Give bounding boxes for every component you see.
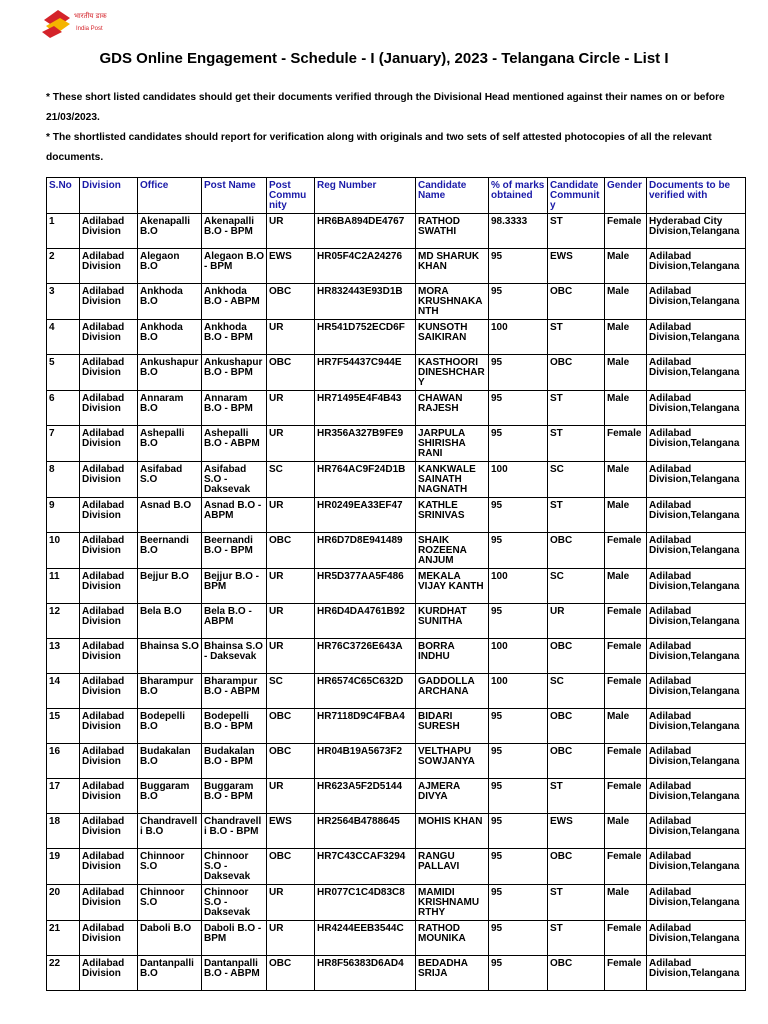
cell-office: Annaram B.O bbox=[138, 391, 202, 426]
cell-post-community: UR bbox=[267, 320, 315, 355]
cell-candidate-name: MOHIS KHAN bbox=[416, 814, 489, 849]
cell-documents: Adilabad Division,Telangana bbox=[647, 498, 746, 533]
cell-sno: 5 bbox=[47, 355, 80, 391]
cell-documents: Adilabad Division,Telangana bbox=[647, 355, 746, 391]
cell-post-community: OBC bbox=[267, 533, 315, 569]
cell-marks: 98.3333 bbox=[489, 214, 548, 249]
table-row bbox=[47, 214, 746, 249]
cell-post-community: EWS bbox=[267, 814, 315, 849]
table-row bbox=[47, 814, 746, 849]
cell-office: Buggaram B.O bbox=[138, 779, 202, 814]
cell-division: Adilabad Division bbox=[80, 320, 138, 355]
cell-office: Ankushapur B.O bbox=[138, 355, 202, 391]
cell-division: Adilabad Division bbox=[80, 498, 138, 533]
cell-candidate-community: OBC bbox=[548, 284, 605, 320]
cell-candidate-community: EWS bbox=[548, 249, 605, 284]
cell-division: Adilabad Division bbox=[80, 249, 138, 284]
cell-candidate-name: MD SHARUK KHAN bbox=[416, 249, 489, 284]
cell-post-community: UR bbox=[267, 569, 315, 604]
cell-reg-number: HR7C43CCAF3294 bbox=[315, 849, 416, 885]
cell-office: Bharampur B.O bbox=[138, 674, 202, 709]
table-row bbox=[47, 320, 746, 355]
cell-post-community: UR bbox=[267, 639, 315, 674]
cell-marks: 95 bbox=[489, 249, 548, 284]
cell-gender: Male bbox=[605, 814, 647, 849]
column-header-sno: S.No bbox=[47, 178, 80, 214]
cell-candidate-name: CHAWAN RAJESH bbox=[416, 391, 489, 426]
cell-candidate-community: OBC bbox=[548, 639, 605, 674]
cell-reg-number: HR832443E93D1B bbox=[315, 284, 416, 320]
cell-post-community: SC bbox=[267, 462, 315, 498]
cell-post-name: Asifabad S.O - Daksevak bbox=[202, 462, 267, 498]
table-row bbox=[47, 674, 746, 709]
cell-post-community: UR bbox=[267, 214, 315, 249]
cell-post-community: OBC bbox=[267, 709, 315, 744]
cell-post-name: Chinnoor S.O - Daksevak bbox=[202, 885, 267, 921]
cell-reg-number: HR0249EA33EF47 bbox=[315, 498, 416, 533]
cell-documents: Adilabad Division,Telangana bbox=[647, 569, 746, 604]
cell-post-name: Bodepelli B.O - BPM bbox=[202, 709, 267, 744]
cell-marks: 95 bbox=[489, 885, 548, 921]
cell-documents: Adilabad Division,Telangana bbox=[647, 533, 746, 569]
cell-office: Chinnoor S.O bbox=[138, 849, 202, 885]
cell-marks: 95 bbox=[489, 604, 548, 639]
cell-reg-number: HR356A327B9FE9 bbox=[315, 426, 416, 462]
cell-candidate-name: KASTHOORI DINESHCHARY bbox=[416, 355, 489, 391]
cell-sno: 15 bbox=[47, 709, 80, 744]
cell-documents: Adilabad Division,Telangana bbox=[647, 744, 746, 779]
cell-post-community: SC bbox=[267, 674, 315, 709]
cell-division: Adilabad Division bbox=[80, 639, 138, 674]
cell-documents: Adilabad Division,Telangana bbox=[647, 709, 746, 744]
cell-post-community: UR bbox=[267, 779, 315, 814]
table-row bbox=[47, 391, 746, 426]
cell-post-name: Buggaram B.O - BPM bbox=[202, 779, 267, 814]
cell-candidate-name: KATHLE SRINIVAS bbox=[416, 498, 489, 533]
cell-marks: 100 bbox=[489, 639, 548, 674]
cell-division: Adilabad Division bbox=[80, 569, 138, 604]
cell-marks: 95 bbox=[489, 921, 548, 956]
cell-candidate-name: BEDADHA SRIJA bbox=[416, 956, 489, 991]
table-header-row bbox=[47, 178, 746, 214]
cell-marks: 95 bbox=[489, 849, 548, 885]
table-row bbox=[47, 462, 746, 498]
column-header-marks: % of marks obtained bbox=[489, 178, 548, 214]
table-row bbox=[47, 921, 746, 956]
cell-division: Adilabad Division bbox=[80, 533, 138, 569]
cell-gender: Female bbox=[605, 921, 647, 956]
cell-office: Alegaon B.O bbox=[138, 249, 202, 284]
cell-division: Adilabad Division bbox=[80, 391, 138, 426]
cell-sno: 17 bbox=[47, 779, 80, 814]
cell-candidate-community: ST bbox=[548, 426, 605, 462]
cell-marks: 95 bbox=[489, 498, 548, 533]
cell-office: Ankhoda B.O bbox=[138, 320, 202, 355]
cell-post-name: Bejjur B.O - BPM bbox=[202, 569, 267, 604]
cell-documents: Hyderabad City Division,Telangana bbox=[647, 214, 746, 249]
cell-division: Adilabad Division bbox=[80, 779, 138, 814]
cell-marks: 95 bbox=[489, 284, 548, 320]
cell-sno: 16 bbox=[47, 744, 80, 779]
cell-post-name: Bhainsa S.O - Daksevak bbox=[202, 639, 267, 674]
cell-documents: Adilabad Division,Telangana bbox=[647, 462, 746, 498]
cell-marks: 100 bbox=[489, 674, 548, 709]
cell-reg-number: HR764AC9F24D1B bbox=[315, 462, 416, 498]
cell-sno: 13 bbox=[47, 639, 80, 674]
cell-reg-number: HR6BA894DE4767 bbox=[315, 214, 416, 249]
cell-post-community: UR bbox=[267, 426, 315, 462]
cell-sno: 2 bbox=[47, 249, 80, 284]
cell-documents: Adilabad Division,Telangana bbox=[647, 391, 746, 426]
column-header-candidate-name: Candidate Name bbox=[416, 178, 489, 214]
table-row bbox=[47, 284, 746, 320]
cell-office: Bela B.O bbox=[138, 604, 202, 639]
cell-marks: 95 bbox=[489, 426, 548, 462]
cell-sno: 7 bbox=[47, 426, 80, 462]
cell-candidate-name: RATHOD MOUNIKA bbox=[416, 921, 489, 956]
table-row bbox=[47, 498, 746, 533]
cell-marks: 95 bbox=[489, 956, 548, 991]
cell-office: Beernandi B.O bbox=[138, 533, 202, 569]
cell-marks: 100 bbox=[489, 462, 548, 498]
cell-division: Adilabad Division bbox=[80, 284, 138, 320]
cell-documents: Adilabad Division,Telangana bbox=[647, 426, 746, 462]
cell-marks: 95 bbox=[489, 814, 548, 849]
table-row bbox=[47, 849, 746, 885]
cell-sno: 11 bbox=[47, 569, 80, 604]
cell-documents: Adilabad Division,Telangana bbox=[647, 249, 746, 284]
cell-marks: 95 bbox=[489, 779, 548, 814]
cell-reg-number: HR623A5F2D5144 bbox=[315, 779, 416, 814]
cell-sno: 19 bbox=[47, 849, 80, 885]
cell-division: Adilabad Division bbox=[80, 885, 138, 921]
cell-office: Akenapalli B.O bbox=[138, 214, 202, 249]
cell-candidate-community: OBC bbox=[548, 533, 605, 569]
cell-office: Bhainsa S.O bbox=[138, 639, 202, 674]
cell-division: Adilabad Division bbox=[80, 355, 138, 391]
cell-post-name: Annaram B.O - BPM bbox=[202, 391, 267, 426]
cell-sno: 20 bbox=[47, 885, 80, 921]
cell-sno: 22 bbox=[47, 956, 80, 991]
cell-division: Adilabad Division bbox=[80, 604, 138, 639]
cell-gender: Male bbox=[605, 249, 647, 284]
column-header-candidate-community: Candidate Community bbox=[548, 178, 605, 214]
table-row bbox=[47, 249, 746, 284]
cell-post-community: UR bbox=[267, 921, 315, 956]
cell-gender: Male bbox=[605, 320, 647, 355]
cell-post-name: Ankushapur B.O - BPM bbox=[202, 355, 267, 391]
cell-candidate-community: ST bbox=[548, 214, 605, 249]
cell-candidate-name: RANGU PALLAVI bbox=[416, 849, 489, 885]
cell-candidate-name: RATHOD SWATHI bbox=[416, 214, 489, 249]
column-header-office: Office bbox=[138, 178, 202, 214]
cell-sno: 4 bbox=[47, 320, 80, 355]
cell-marks: 100 bbox=[489, 569, 548, 604]
cell-gender: Female bbox=[605, 426, 647, 462]
cell-division: Adilabad Division bbox=[80, 921, 138, 956]
cell-candidate-name: BORRA INDHU bbox=[416, 639, 489, 674]
cell-gender: Male bbox=[605, 885, 647, 921]
cell-reg-number: HR7118D9C4FBA4 bbox=[315, 709, 416, 744]
cell-candidate-community: ST bbox=[548, 498, 605, 533]
cell-candidate-community: OBC bbox=[548, 956, 605, 991]
cell-gender: Female bbox=[605, 956, 647, 991]
cell-gender: Male bbox=[605, 709, 647, 744]
cell-sno: 21 bbox=[47, 921, 80, 956]
cell-sno: 12 bbox=[47, 604, 80, 639]
table-row bbox=[47, 779, 746, 814]
cell-candidate-name: GADDOLLA ARCHANA bbox=[416, 674, 489, 709]
cell-candidate-community: ST bbox=[548, 779, 605, 814]
cell-gender: Female bbox=[605, 214, 647, 249]
cell-marks: 95 bbox=[489, 533, 548, 569]
cell-gender: Male bbox=[605, 355, 647, 391]
cell-candidate-community: ST bbox=[548, 320, 605, 355]
cell-office: Ankhoda B.O bbox=[138, 284, 202, 320]
cell-division: Adilabad Division bbox=[80, 709, 138, 744]
cell-reg-number: HR541D752ECD6F bbox=[315, 320, 416, 355]
cell-post-community: OBC bbox=[267, 956, 315, 991]
cell-documents: Adilabad Division,Telangana bbox=[647, 956, 746, 991]
logo-text: भारतीय डाक bbox=[74, 12, 107, 20]
cell-division: Adilabad Division bbox=[80, 849, 138, 885]
cell-office: Dantanpalli B.O bbox=[138, 956, 202, 991]
cell-office: Bodepelli B.O bbox=[138, 709, 202, 744]
column-header-reg-number: Reg Number bbox=[315, 178, 416, 214]
cell-candidate-name: MEKALA VIJAY KANTH bbox=[416, 569, 489, 604]
cell-office: Chandravelli B.O bbox=[138, 814, 202, 849]
cell-gender: Female bbox=[605, 849, 647, 885]
cell-candidate-name: MORA KRUSHNAKANTH bbox=[416, 284, 489, 320]
cell-candidate-name: JARPULA SHIRISHA RANI bbox=[416, 426, 489, 462]
cell-reg-number: HR6574C65C632D bbox=[315, 674, 416, 709]
table-row bbox=[47, 885, 746, 921]
column-header-division: Division bbox=[80, 178, 138, 214]
cell-sno: 8 bbox=[47, 462, 80, 498]
cell-candidate-name: KUNSOTH SAIKIRAN bbox=[416, 320, 489, 355]
logo-subtext: India Post bbox=[76, 26, 103, 32]
cell-gender: Female bbox=[605, 779, 647, 814]
india-post-logo-icon bbox=[38, 6, 114, 40]
cell-candidate-community: SC bbox=[548, 462, 605, 498]
cell-gender: Male bbox=[605, 569, 647, 604]
cell-marks: 95 bbox=[489, 744, 548, 779]
cell-office: Budakalan B.O bbox=[138, 744, 202, 779]
cell-sno: 3 bbox=[47, 284, 80, 320]
cell-documents: Adilabad Division,Telangana bbox=[647, 885, 746, 921]
column-header-post-name: Post Name bbox=[202, 178, 267, 214]
cell-gender: Female bbox=[605, 744, 647, 779]
cell-sno: 18 bbox=[47, 814, 80, 849]
page-title: GDS Online Engagement - Schedule - I (January), 2023 - Telangana Circle - List I bbox=[99, 50, 669, 67]
cell-reg-number: HR7F54437C944E bbox=[315, 355, 416, 391]
cell-candidate-name: BIDARI SURESH bbox=[416, 709, 489, 744]
cell-candidate-community: ST bbox=[548, 391, 605, 426]
cell-documents: Adilabad Division,Telangana bbox=[647, 320, 746, 355]
cell-post-community: OBC bbox=[267, 849, 315, 885]
cell-candidate-community: EWS bbox=[548, 814, 605, 849]
cell-post-community: UR bbox=[267, 604, 315, 639]
cell-post-name: Akenapalli B.O - BPM bbox=[202, 214, 267, 249]
cell-office: Daboli B.O bbox=[138, 921, 202, 956]
cell-post-community: UR bbox=[267, 498, 315, 533]
cell-documents: Adilabad Division,Telangana bbox=[647, 284, 746, 320]
candidate-table bbox=[46, 177, 746, 991]
cell-post-name: Dantanpalli B.O - ABPM bbox=[202, 956, 267, 991]
table-row bbox=[47, 744, 746, 779]
cell-marks: 95 bbox=[489, 709, 548, 744]
cell-division: Adilabad Division bbox=[80, 214, 138, 249]
cell-sno: 6 bbox=[47, 391, 80, 426]
cell-marks: 100 bbox=[489, 320, 548, 355]
cell-post-community: OBC bbox=[267, 744, 315, 779]
cell-post-name: Bharampur B.O - ABPM bbox=[202, 674, 267, 709]
india-post-logo bbox=[38, 6, 114, 40]
cell-post-name: Ankhoda B.O - ABPM bbox=[202, 284, 267, 320]
table-row bbox=[47, 355, 746, 391]
table-row bbox=[47, 709, 746, 744]
cell-candidate-name: MAMIDI KRISHNAMURTHY bbox=[416, 885, 489, 921]
cell-office: Ashepalli B.O bbox=[138, 426, 202, 462]
cell-gender: Female bbox=[605, 639, 647, 674]
cell-reg-number: HR05F4C2A24276 bbox=[315, 249, 416, 284]
cell-post-name: Alegaon B.O - BPM bbox=[202, 249, 267, 284]
table-row bbox=[47, 533, 746, 569]
cell-candidate-community: SC bbox=[548, 674, 605, 709]
cell-post-name: Ankhoda B.O - BPM bbox=[202, 320, 267, 355]
cell-sno: 1 bbox=[47, 214, 80, 249]
cell-candidate-name: AJMERA DIVYA bbox=[416, 779, 489, 814]
cell-office: Asifabad S.O bbox=[138, 462, 202, 498]
cell-candidate-community: ST bbox=[548, 885, 605, 921]
cell-documents: Adilabad Division,Telangana bbox=[647, 604, 746, 639]
cell-gender: Female bbox=[605, 533, 647, 569]
cell-post-community: UR bbox=[267, 391, 315, 426]
cell-reg-number: HR077C1C4D83C8 bbox=[315, 885, 416, 921]
cell-post-name: Beernandi B.O - BPM bbox=[202, 533, 267, 569]
cell-post-name: Bela B.O - ABPM bbox=[202, 604, 267, 639]
cell-post-community: OBC bbox=[267, 284, 315, 320]
cell-gender: Female bbox=[605, 674, 647, 709]
cell-reg-number: HR5D377AA5F486 bbox=[315, 569, 416, 604]
cell-post-community: OBC bbox=[267, 355, 315, 391]
cell-reg-number: HR2564B4788645 bbox=[315, 814, 416, 849]
cell-candidate-community: SC bbox=[548, 569, 605, 604]
table-row bbox=[47, 956, 746, 991]
cell-division: Adilabad Division bbox=[80, 426, 138, 462]
cell-documents: Adilabad Division,Telangana bbox=[647, 674, 746, 709]
cell-post-name: Ashepalli B.O - ABPM bbox=[202, 426, 267, 462]
cell-reg-number: HR76C3726E643A bbox=[315, 639, 416, 674]
cell-candidate-name: KURDHAT SUNITHA bbox=[416, 604, 489, 639]
table-row bbox=[47, 639, 746, 674]
cell-candidate-community: ST bbox=[548, 921, 605, 956]
cell-post-name: Budakalan B.O - BPM bbox=[202, 744, 267, 779]
cell-post-community: EWS bbox=[267, 249, 315, 284]
cell-candidate-community: OBC bbox=[548, 355, 605, 391]
table-row bbox=[47, 569, 746, 604]
cell-documents: Adilabad Division,Telangana bbox=[647, 921, 746, 956]
column-header-gender: Gender bbox=[605, 178, 647, 214]
cell-gender: Male bbox=[605, 462, 647, 498]
cell-division: Adilabad Division bbox=[80, 674, 138, 709]
cell-documents: Adilabad Division,Telangana bbox=[647, 639, 746, 674]
note-documents: * The shortlisted candidates should report for verification along with originals and two sets of self attested photocopies of all the relevant documents. bbox=[46, 132, 712, 163]
cell-post-name: Chandravelli B.O - BPM bbox=[202, 814, 267, 849]
cell-candidate-name: SHAIK ROZEENA ANJUM bbox=[416, 533, 489, 569]
cell-marks: 95 bbox=[489, 355, 548, 391]
cell-gender: Male bbox=[605, 498, 647, 533]
cell-reg-number: HR6D7D8E941489 bbox=[315, 533, 416, 569]
cell-gender: Male bbox=[605, 284, 647, 320]
cell-post-name: Daboli B.O - BPM bbox=[202, 921, 267, 956]
cell-candidate-community: UR bbox=[548, 604, 605, 639]
table-body bbox=[47, 214, 746, 991]
cell-reg-number: HR6D4DA4761B92 bbox=[315, 604, 416, 639]
table-row bbox=[47, 604, 746, 639]
cell-candidate-name: VELTHAPU SOWJANYA bbox=[416, 744, 489, 779]
cell-office: Asnad B.O bbox=[138, 498, 202, 533]
cell-candidate-community: OBC bbox=[548, 744, 605, 779]
cell-post-name: Chinnoor S.O - Daksevak bbox=[202, 849, 267, 885]
cell-sno: 10 bbox=[47, 533, 80, 569]
cell-candidate-community: OBC bbox=[548, 849, 605, 885]
cell-post-name: Asnad B.O - ABPM bbox=[202, 498, 267, 533]
cell-sno: 14 bbox=[47, 674, 80, 709]
cell-division: Adilabad Division bbox=[80, 744, 138, 779]
cell-division: Adilabad Division bbox=[80, 814, 138, 849]
cell-reg-number: HR71495E4F4B43 bbox=[315, 391, 416, 426]
cell-candidate-name: KANKWALE SAINATH NAGNATH bbox=[416, 462, 489, 498]
cell-documents: Adilabad Division,Telangana bbox=[647, 779, 746, 814]
cell-gender: Female bbox=[605, 604, 647, 639]
cell-marks: 95 bbox=[489, 391, 548, 426]
cell-documents: Adilabad Division,Telangana bbox=[647, 849, 746, 885]
cell-post-community: UR bbox=[267, 885, 315, 921]
column-header-documents: Documents to be verified with bbox=[647, 178, 746, 214]
cell-reg-number: HR4244EEB3544C bbox=[315, 921, 416, 956]
cell-sno: 9 bbox=[47, 498, 80, 533]
cell-documents: Adilabad Division,Telangana bbox=[647, 814, 746, 849]
cell-office: Bejjur B.O bbox=[138, 569, 202, 604]
cell-gender: Male bbox=[605, 391, 647, 426]
cell-reg-number: HR04B19A5673F2 bbox=[315, 744, 416, 779]
cell-reg-number: HR8F56383D6AD4 bbox=[315, 956, 416, 991]
cell-division: Adilabad Division bbox=[80, 956, 138, 991]
note-verification: * These short listed candidates should get their documents verified through the Divisional Head mentioned against their names on or before 21/03/2023. bbox=[46, 92, 725, 123]
cell-candidate-community: OBC bbox=[548, 709, 605, 744]
cell-office: Chinnoor S.O bbox=[138, 885, 202, 921]
cell-division: Adilabad Division bbox=[80, 462, 138, 498]
column-header-post-community: Post Community bbox=[267, 178, 315, 214]
table-row bbox=[47, 426, 746, 462]
